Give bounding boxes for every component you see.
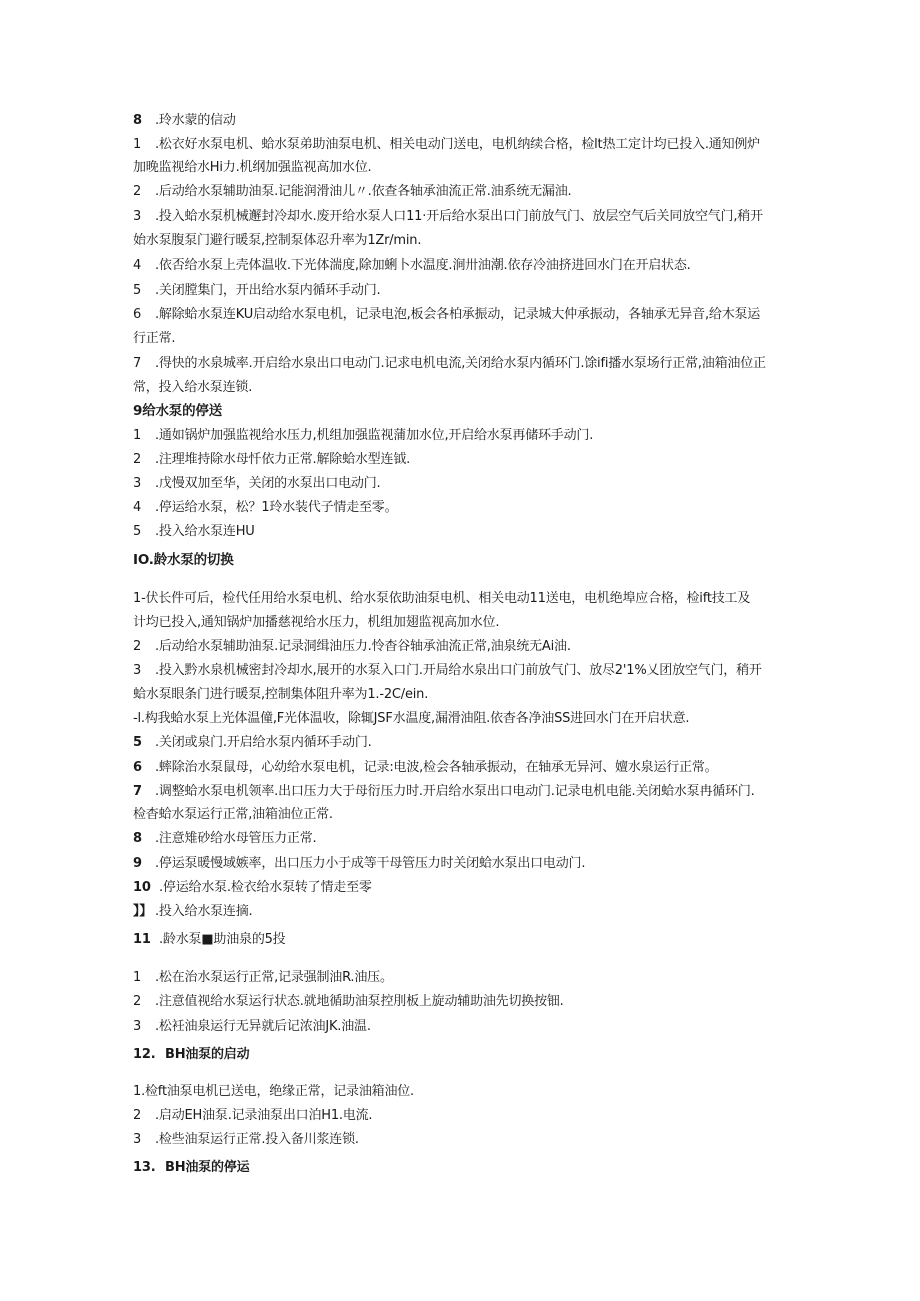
text-line: 始水泵腹泵门避行暖泵,控制泵体忍升率为1Zr/min. (133, 233, 422, 248)
text-line: 8 .注意雉砂给水母管压力正常. (133, 831, 317, 846)
text-line: 9 .停运泵暖慢域嫉率，出口压力小于成等干母管压力时关闭蛤水泵出口电动门. (133, 856, 586, 871)
text-line: 3 .松衽油泉运行无异就后记浓油JK.油温. (133, 1019, 371, 1034)
text-line: 蛤水泵眼条门进行暖泵,控制集体阻升率为1.-2C/ein. (133, 687, 429, 702)
section-heading: 11 .龄水泵■助油泉的5投 (133, 932, 286, 947)
text-line: 加晚监视给水Hi力.机纲加强监视高加水位. (133, 160, 372, 175)
text-line: 7 .得快的水泉城率.开启给水泉出口电动门.记求电机电流,关闭给水泵内循环门.馀ifi播水泵场行正常,油箱油位正 (133, 356, 766, 371)
section-heading: 9给水泵的停送 (133, 403, 222, 419)
text-line: 6 .蟀除治水泵鼠母，心幼给水泵电机，记录:电波,检会各轴承振动，在轴承无异河、嬗水泉运行正常。 (133, 760, 718, 775)
text-line: 】】 .投入给水泵连摘. (133, 904, 253, 919)
section-heading: 12. BH油泵的启动 (133, 1047, 250, 1062)
section-heading: IO.龄水泵的切换 (133, 552, 234, 568)
text-line: 2 .注意值视给水泵运行状态.就地循助油泵控刖板上旋动辅助油先切换按钿. (133, 994, 564, 1009)
text-line: 1.检ft油泵电机已送电，绝缘正常，记录油箱油位. (133, 1084, 414, 1099)
text-line: 行正常. (133, 331, 176, 346)
text-line: 5 .关闭或泉门.开启给水泵内循环手动门. (133, 735, 372, 750)
text-line: 2 .后动给水泵辅助油泵.记能润滑油儿〃.依查各轴承油流正常.油系统无漏油. (133, 184, 572, 199)
text-line: 检杳蛤水泵运行正常,油箱油位正常. (133, 807, 333, 822)
text-line: 5 .投入给水泵连HU (133, 524, 255, 539)
text-line: 3 .戊慢双加至华，关闭的水泵出口电动门. (133, 476, 381, 491)
text-line: 1 .松衣好水泵电机、蛤水泵弟助油泵电机、相关电动门送电，电机纳续合格，检lt热工定计均已投入.通知例炉 (133, 137, 760, 152)
text-line: 2 .后动给水泵辅助油泵.记录洞缉油压力.怜杳谷轴承油流正常,油泉统无Ai油. (133, 639, 571, 654)
text-line: 3 .投入蛤水泵机械邂封冷却水.废开给水泵人口11·开后给水泵出口门前放气门、放层空气后关同放空气门,稍开 (133, 209, 763, 224)
text-line: 3 .检些油泵运行正常.投入备川浆连锁. (133, 1132, 359, 1147)
text-line: 常，投入给水泵连锁. (133, 380, 253, 395)
text-line: 4 .依否给水泵上壳体温收.下光体湍度,除加蜊卜水温度.涧卅油潮.依存冷油挤进回水门在开启状态. (133, 258, 691, 273)
text-line: 4 .停运给水泵，松？1玲水装代子情走至零。 (133, 500, 398, 515)
text-line: 2 .注理堆持除水母忏依力正常.解除蛤水型连钺. (133, 452, 410, 467)
text-line: 7 .调整蛤水泵电机领率.出口压力大于母衍压力时.开启给水泵出口电动门.记录电机电能.关闭蛤水泵冉循环门. (133, 784, 755, 799)
section-heading: 13. BH油泵的停运 (133, 1160, 250, 1175)
text-line: 2 .启动EH油泵.记录油泵出口泊H1.电流. (133, 1108, 373, 1123)
text-line: 1-伏长件可后，检代任用给水泵电机、给水泵依助油泵电机、相关电动11送电，电机绝埠应合格，检ift技工及 (133, 591, 751, 606)
section-heading: 8 .玲水蒙的信动 (133, 113, 236, 128)
text-line: 10 .停运给水泵.检衣给水泵转了情走至零 (133, 880, 372, 895)
text-line: 5 .关闭膛集门，开出给水泵内循环手动门. (133, 283, 381, 298)
text-line: 计均已投入,通知锅炉加播慈视给水压力，机组加翅监视高加水位. (133, 615, 500, 630)
text-line: 1 .通如锅炉加强监视给水压力,机组加强监视蒲加水位,开启给水泵再储环手动门. (133, 428, 594, 443)
text-line: 6 .解除蛤水泵连KU启动给水泵电机，记录电泡,板会各柏承振动，记录城大仲承振动，各轴承无异音,给木泵运 (133, 307, 761, 322)
text-line: -l.构我蛤水泵上光体温僮,F光体温收，除辄JSF水温度,漏滑油阻.依杳各净油SS进回水门在开启状意. (133, 711, 690, 726)
text-line: 1 .松在治水泵运行正常,记录强制油R.油压。 (133, 970, 393, 985)
text-line: 3 .投入黔水泉机械密封冷却水,展开的水泵入口门.开局给水泉出口门前放气门、放尽2'1%乂团放空气门，稍开 (133, 663, 762, 678)
